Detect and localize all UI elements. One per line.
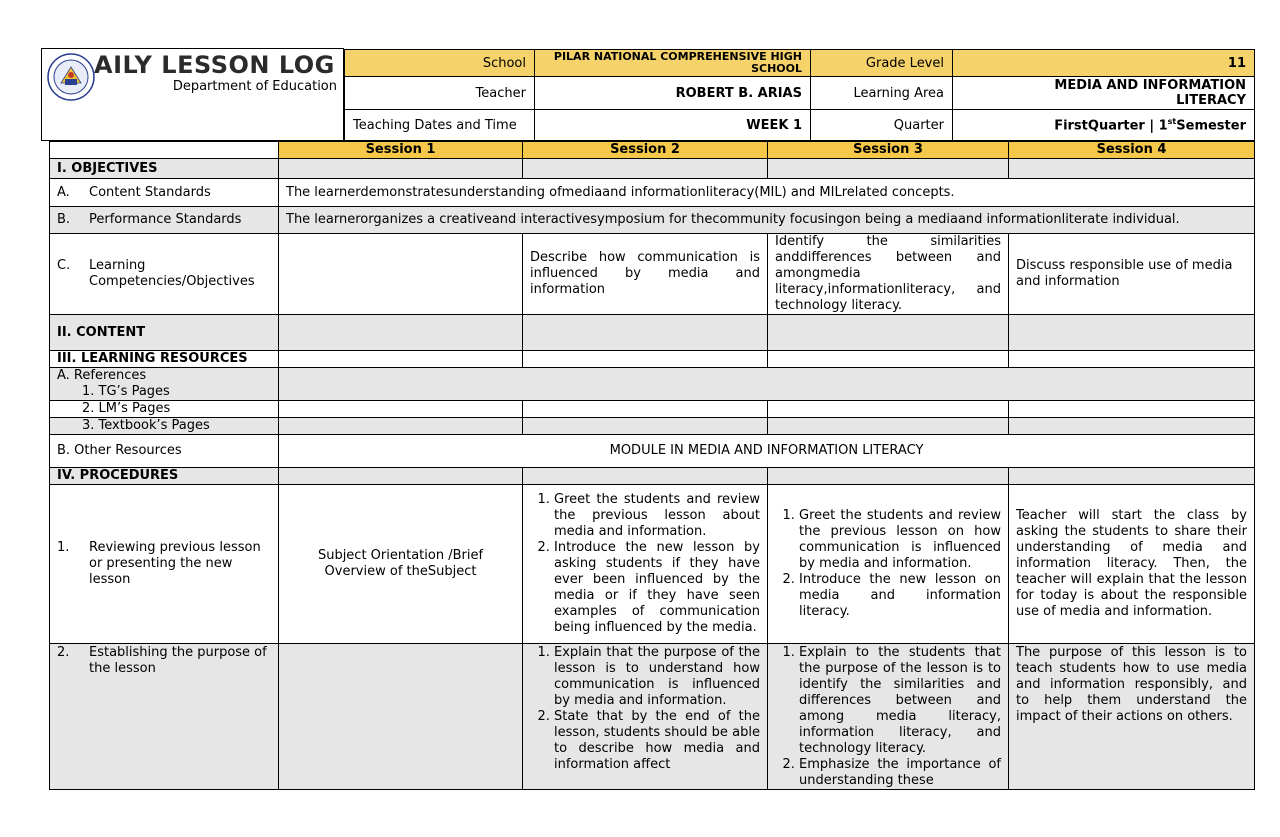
school-value: PILAR NATIONAL COMPREHENSIVE HIGH SCHOOL: [535, 50, 811, 77]
competencies-session-4: Discuss responsible use of media and information: [1009, 234, 1255, 315]
list-item: 2. Introduce the new lesson by asking students if they have ever been influenced by the media or if they have seen examples of communication being influenced by the media.: [554, 540, 760, 636]
objectives-heading: I. OBJECTIVES: [50, 159, 279, 179]
textbook-pages-label: 3. Textbook’s Pages: [50, 418, 279, 435]
lm-pages-label: 2. LM’s Pages: [50, 401, 279, 418]
list-item: 1. Explain to the students that the purpose of the lesson is to identify the similarities and differences between and among media literacy, information literacy, and technology literacy.: [799, 645, 1001, 757]
document-title: AILY LESSON LOG: [94, 51, 335, 79]
header-title-block: [41, 48, 344, 141]
list-item: 2. Emphasize the importance of understanding these: [799, 757, 1001, 789]
procedures-heading: IV. PROCEDURES: [50, 468, 279, 485]
references-label: A. References 1. TG’s Pages: [50, 368, 279, 401]
teaching-dates-value: WEEK 1: [535, 110, 811, 141]
deped-seal-logo: [47, 53, 95, 101]
teaching-dates-label: Teaching Dates and Time: [345, 110, 535, 141]
step-1-label: 1. Reviewing previous lesson or presenting the new lesson: [50, 485, 279, 644]
department-name: Department of Education: [172, 79, 337, 94]
competencies-session-2: Describe how communication is influenced by media and information: [523, 234, 768, 315]
step-2-label: 2. Establishing the purpose of the lesson: [50, 644, 279, 790]
content-standards-label: A. Content Standards: [50, 179, 279, 207]
content-heading: II. CONTENT: [50, 315, 279, 351]
step-2-session-2: [523, 644, 768, 790]
list-item: 2. Introduce the new lesson on media and information literacy.: [799, 572, 1001, 620]
lesson-log-table: [49, 141, 1255, 790]
other-resources-label: B. Other Resources: [50, 435, 279, 468]
teacher-value: ROBERT B. ARIAS: [535, 77, 811, 110]
session-4-header: Session 4: [1009, 142, 1255, 159]
list-item: 1. Greet the students and review the previous lesson on how communication is influenced by media and information.: [799, 508, 1001, 572]
performance-standards-label: B. Performance Standards: [50, 207, 279, 234]
step-1-session-3: [768, 485, 1009, 644]
learning-resources-heading: III. LEARNING RESOURCES: [50, 351, 279, 368]
step-2-session-4: The purpose of this lesson is to teach students how to use media and information responsibly, and to help them understand the impact of their actions on others.: [1009, 644, 1255, 790]
list-item: 1. Explain that the purpose of the lesson is to understand how communication is influenced by media and information.: [554, 645, 760, 709]
performance-standards-text: The learnerorganizes a creativeand interactivesymposium for thecommunity focusingon being a mediaand informationliterate individual.: [279, 207, 1255, 234]
competencies-label: C. Learning Competencies/Objectives: [50, 234, 279, 315]
learning-area-value: MEDIA AND INFORMATION LITERACY: [953, 77, 1255, 110]
competencies-session-3: Identify the similarities anddifferences between and amongmedia literacy,informationliteracy, and technology literacy.: [768, 234, 1009, 315]
teacher-label: Teacher: [345, 77, 535, 110]
quarter-label: Quarter: [811, 110, 953, 141]
session-header-blank: [50, 142, 279, 159]
step-1-session-1: Subject Orientation /Brief Overview of theSubject: [279, 485, 523, 644]
school-label: School: [345, 50, 535, 77]
header-info-table: [344, 49, 1255, 141]
content-standards-text: The learnerdemonstratesunderstanding ofmediaand informationliteracy(MIL) and MILrelated concepts.: [279, 179, 1255, 207]
other-resources-value: MODULE IN MEDIA AND INFORMATION LITERACY: [279, 435, 1255, 468]
step-1-session-2: [523, 485, 768, 644]
list-item: 1. Greet the students and review the previous lesson about media and information.: [554, 492, 760, 540]
session-2-header: Session 2: [523, 142, 768, 159]
grade-level-value: 11: [953, 50, 1255, 77]
grade-level-label: Grade Level: [811, 50, 953, 77]
session-1-header: Session 1: [279, 142, 523, 159]
session-3-header: Session 3: [768, 142, 1009, 159]
step-2-session-3: [768, 644, 1009, 790]
list-item: 2. State that by the end of the lesson, students should be able to describe how media and information affect: [554, 709, 760, 773]
learning-area-label: Learning Area: [811, 77, 953, 110]
step-1-session-4: Teacher will start the class by asking the students to share their understanding of media and information literacy. Then, the teacher will explain that the lesson for today is about the responsible use of media and information.: [1009, 485, 1255, 644]
quarter-value: FirstQuarter | 1stSemester: [953, 110, 1255, 141]
